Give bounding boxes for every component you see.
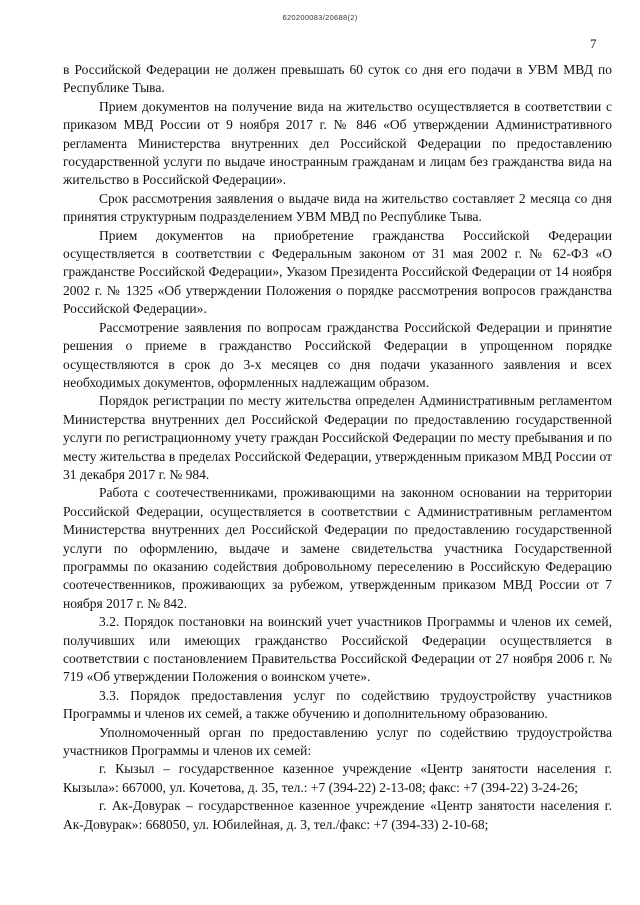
- paragraph: Прием документов на получение вида на жительство осуществляется в соответствии с приказом МВД России от 9 ноября 2017 г. № 846 «Об утверждении Административного регламента Министерства внутренних дел Российской Федерации по предоставлению государственной услуги по выдаче иностранным гражданам и лицам без гражданства вида на жительство в Российской Федерации».: [63, 98, 612, 188]
- paragraph: 3.3. Порядок предоставления услуг по содействию трудоустройству участников Программы и членов их семей, а также обучению и дополнительному образованию.: [63, 687, 612, 722]
- paragraph: 3.2. Порядок постановки на воинский учет участников Программы и членов их семей, получивших или имеющих гражданство Российской Федерации осуществляется в соответствии с постановлением Правительства Российской Федерации от 27 ноября 2006 г. № 719 «Об утверждении Положения о воинском учете».: [63, 614, 612, 685]
- paragraph: Прием документов на приобретение гражданства Российской Федерации осуществляется в соответствии с Федеральным законом от 31 мая 2002 г. № 62-ФЗ «О гражданстве Российской Федерации», Указом Президента Российской Федерации от 14 ноября 2002 г. № 1325 «Об утверждении Положения о порядке рассмотрения вопросов гражданства Российской Федерации».: [63, 227, 612, 317]
- page-number: 7: [590, 36, 597, 51]
- document-id: 620200083/20688(2): [282, 13, 358, 22]
- paragraph: Рассмотрение заявления по вопросам гражданства Российской Федерации и принятие решения о приеме в гражданство Российской Федерации в упрощенном порядке осуществляются в срок до 3-х месяцев со дня подачи указанного заявления и всех необходимых документов, оформленных надлежащим образом.: [63, 319, 612, 390]
- paragraph: Работа с соотечественниками, проживающими на законном основании на территории Российской Федерации, осуществляется в соответствии с Административным регламентом Министерства внутренних дел Российской Федерации по предоставлению государственной услуги по оформлению, выдаче и замене свидетельства участника Государственной программы по оказанию содействия добровольному переселению в Российскую Федерацию соотечественников, проживающих за рубежом, утвержденным приказом МВД России от 7 ноября 2017 г. № 842.: [63, 485, 612, 611]
- paragraph: в Российской Федерации не должен превышать 60 суток со дня его подачи в УВМ МВД по Республике Тыва.: [63, 62, 612, 96]
- paragraph: г. Ак-Довурак – государственное казенное учреждение «Центр занятости населения г. Ак-Довурак»: 668050, ул. Юбилейная, д. 3, тел./факс: +7 (394-33) 2-10-68;: [63, 798, 612, 832]
- document-body: [63, 61, 612, 834]
- paragraph: Срок рассмотрения заявления о выдаче вида на жительство составляет 2 месяца со дня принятия структурным подразделением УВМ МВД по Республике Тыва.: [63, 190, 612, 225]
- paragraph: Порядок регистрации по месту жительства определен Административным регламентом Министерства внутренних дел Российской Федерации по предоставлению государственной услуги по регистрационному учету граждан Российской Федерации по месту пребывания и по месту жительства в пределах Российской Федерации, утвержденным приказом МВД России от 31 декабря 2017 г. № 984.: [63, 393, 612, 482]
- paragraph: Уполномоченный орган по предоставлению услуг по содействию трудоустройства участников Программы и членов их семей:: [63, 724, 612, 759]
- paragraph: г. Кызыл – государственное казенное учреждение «Центр занятости населения г. Кызыла»: 667000, ул. Кочетова, д. 35, тел.: +7 (394-22) 2-13-08; факс: +7 (394-22) 3-24-26;: [63, 761, 612, 795]
